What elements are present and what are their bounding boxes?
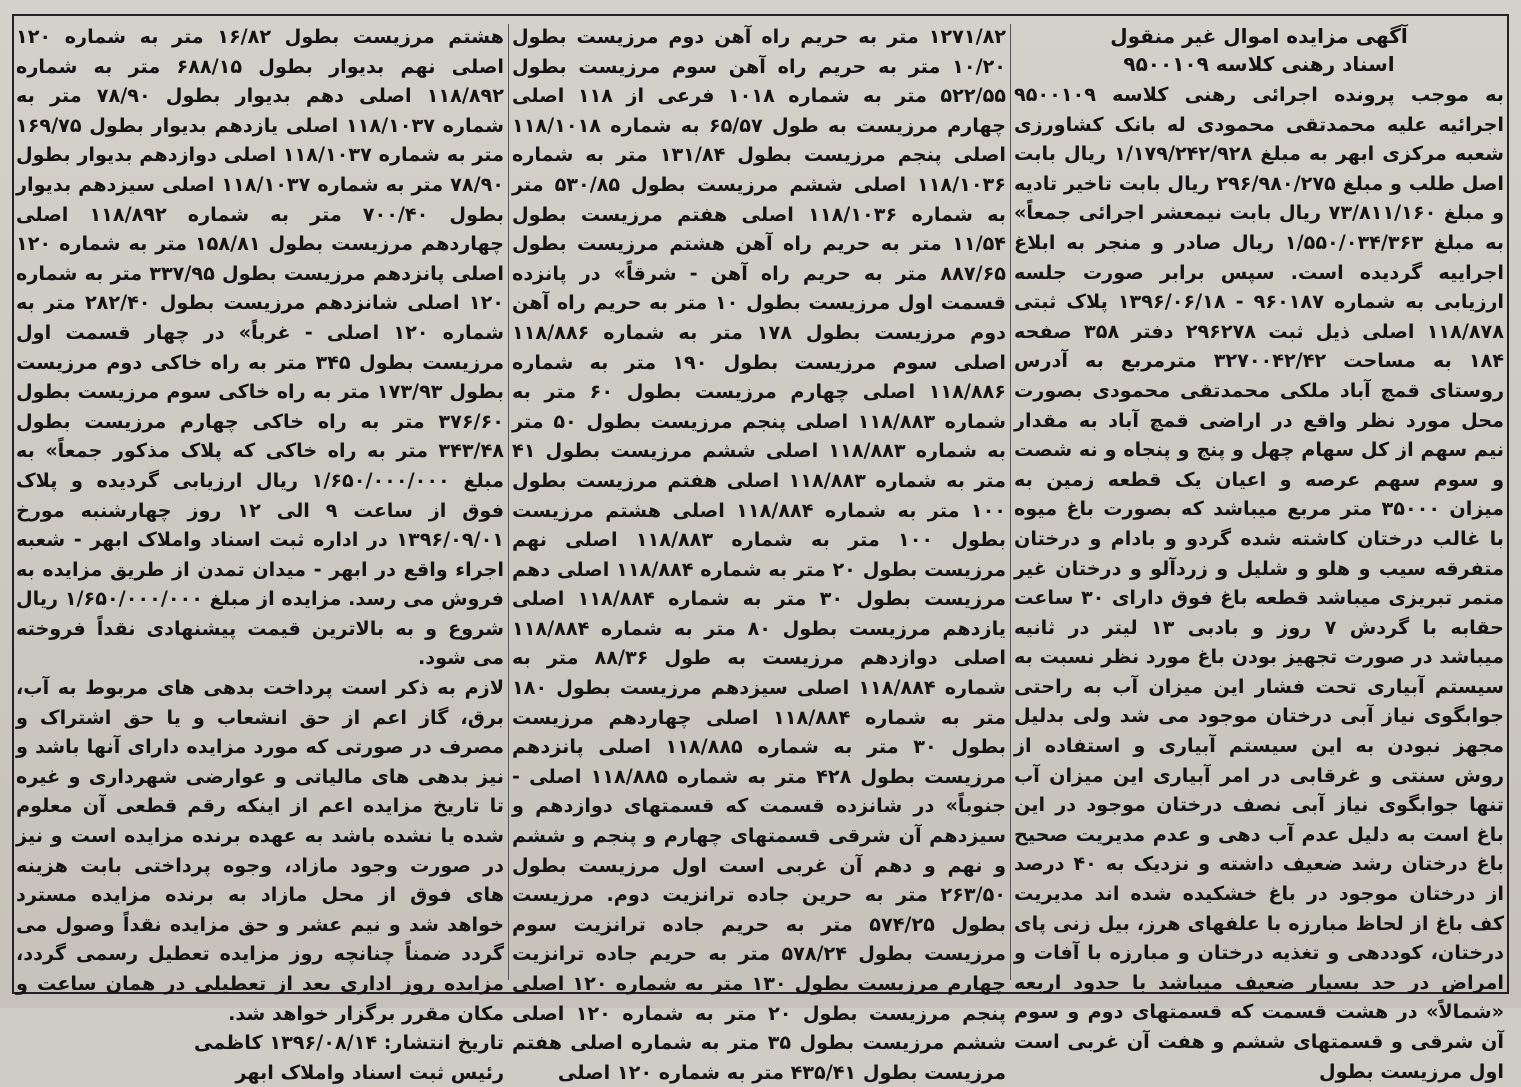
- publish-date: تاریخ انتشار: ۱۳۹۶/۰۸/۱۴ کاظمی: [193, 1031, 504, 1055]
- ad-subtitle: اسناد رهنی کلاسه ۹۵۰۰۱۰۹: [1123, 52, 1395, 76]
- ad-note: لازم به ذکر است پرداخت بدهی های مربوط به آب، برق، گاز اعم از حق انشعاب و یا حق اشتراک و مصرف در صورتی که مورد مزایده دارای آنها باشد و نیز بدهی های مالیاتی و عوارضی شهرداری و غیره تا تاریخ مزایده اعم از اینکه رقم قطعی آن معلوم شده یا نشده باشد به عهده برنده مزایده است و نیز در صورت وجود مازاد، وجوه پرداختی بابت هزینه های فوق از محل مازاد به برنده مزایده مسترد خواهد شد و نیم عشر و حق مزایده نقداً وصول می گردد ضمناً چنانچه روز مزایده تعطیل رسمی گردد، مزایده روز اداری بعد از تعطیلی در همان ساعت و مکان مقرر برگزار خواهد شد.: [16, 676, 504, 1025]
- ad-title: آگهی مزایده اموال غیر منقول: [1110, 24, 1408, 48]
- ad-body-middle: ۱۲۷۱/۸۲ متر به حریم راه آهن دوم مرزیست بطول ۱۰/۲۰ متر به حریم راه آهن سوم مرزیست بطول ۵۲۲/۵۵ متر به شماره ۱۰۱۸ فرعی از ۱۱۸ اصلی چهارم مرزیست به طول ۶۵/۵۷ به شماره ۱۱۸/۱۰۱۸ اصلی پنجم مرزیست بطول ۱۳۱/۸۴ متر به شماره ۱۱۸/۱۰۳۶ اصلی ششم مرزیست بطول ۵۳۰/۸۵ متر به شماره ۱۱۸/۱۰۳۶ اصلی هفتم مرزیست بطول ۱۱/۵۴ متر به حریم راه آهن هشتم مرزیست بطول ۸۸۷/۶۵ متر به حریم راه آهن - شرقاً» در پانزده قسمت اول مرزیست بطول ۱۰ متر به حریم راه آهن دوم مرزیست بطول ۱۷۸ متر به شماره ۱۱۸/۸۸۶ اصلی سوم مرزیست بطول ۱۹۰ متر به شماره ۱۱۸/۸۸۶ اصلی چهارم مرزیست بطول ۶۰ متر به شماره ۱۱۸/۸۸۳ اصلی پنجم مرزیست بطول ۵۰ متر به شماره ۱۱۸/۸۸۳ اصلی ششم مرزیست بطول ۴۱ متر به شماره ۱۱۸/۸۸۳ اصلی هفتم مرزیست بطول ۱۰۰ متر به شماره ۱۱۸/۸۸۴ اصلی هشتم مرزیست بطول ۱۰۰ متر به شماره ۱۱۸/۸۸۳ اصلی نهم مرزیست بطول ۲۰ متر به شماره ۱۱۸/۸۸۴ اصلی دهم مرزیست بطول ۳۰ متر به شماره ۱۱۸/۸۸۴ اصلی یازدهم مرزیست بطول ۸۰ متر به شماره ۱۱۸/۸۸۴ اصلی دوازدهم مرزیست به طول ۸۸/۳۶ متر به شماره ۱۱۸/۸۸۴ اصلی سیزدهم مرزیست بطول ۱۸۰ متر به شماره ۱۱۸/۸۸۴ اصلی چهاردهم مرزیست بطول ۳۰ متر به شماره ۱۱۸/۸۸۵ اصلی پانزدهم مرزیست بطول ۴۲۸ متر به شماره ۱۱۸/۸۸۵ اصلی - جنوباً» در شانزده قسمت که قسمتهای دوازدهم و سیزدهم آن شرقی قسمتهای چهارم و پنجم و ششم و نهم و دهم آن غربی است اول مرزیست بطول ۲۶۳/۵۰ متر به حرین جاده ترانزیت دوم. مرزیست بطول ۵۷۴/۲۵ متر به حریم جاده ترانزیت سوم مرزیست بطول ۵۷۸/۲۴ متر به حریم جاده ترانزیت چهارم مرزیست بطول ۱۳۰ متر به شماره ۱۲۰ اصلی پنجم مرزیست بطول ۲۰ متر به شماره ۱۲۰ اصلی ششم مرزیست بطول ۳۵ متر به شماره اصلی هفتم مرزیست بطول ۴۳۵/۴۱ متر به شماره ۱۲۰ اصلی: [512, 25, 1007, 1084]
- column-left: [16, 22, 505, 1084]
- column-middle: [512, 22, 1007, 1084]
- ad-body-left: هشتم مرزیست بطول ۱۶/۸۲ متر به شماره ۱۲۰ اصلی نهم بدیوار بطول ۶۸۸/۱۵ متر به شماره ۱۱۸/۸۹۲ اصلی دهم بدیوار بطول ۷۸/۹۰ متر به شماره ۱۱۸/۱۰۳۷ اصلی یازدهم بدیوار بطول ۱۶۹/۷۵ متر به شماره ۱۱۸/۱۰۳۷ اصلی دوازدهم بدیوار بطول ۷۸/۹۰ متر به شماره ۱۱۸/۱۰۳۷ اصلی سیزدهم بدیوار بطول ۷۰۰/۴۰ متر به شماره ۱۱۸/۸۹۲ اصلی چهاردهم مرزیست بطول ۱۵۸/۸۱ متر به شماره ۱۲۰ اصلی پانزدهم مرزیست بطول ۳۳۷/۹۵ متر به شماره ۱۲۰ اصلی شانزدهم مرزیست بطول ۲۸۲/۴۰ متر به شماره ۱۲۰ اصلی - غرباً» در چهار قسمت اول مرزیست بطول ۳۴۵ متر به راه خاکی دوم مرزیست بطول ۱۷۳/۹۳ متر به راه خاکی سوم مرزیست بطول ۳۷۶/۶۰ متر به راه خاکی چهارم مرزیست بطول ۳۴۳/۴۸ متر به راه خاکی که پلاک مذکور جمعاً» به مبلغ ۱/۶۵۰/۰۰۰/۰۰۰ ریال ارزیابی گردیده و پلاک فوق از ساعت ۹ الی ۱۲ روز چهارشنبه مورخ ۱۳۹۶/۰۹/۰۱ در اداره ثبت اسناد واملاک ابهر - شعبه اجراء واقع در ابهر - میدان تمدن از طریق مزایده به فروش می رسد. مزایده از مبلغ ۱/۶۵۰/۰۰۰/۰۰۰ ریال شروع و به بالاترین قیمت پیشنهادی نقداً فروخته می شود.: [16, 25, 505, 670]
- column-right: [1014, 22, 1505, 1083]
- ad-body-right: به موجب پرونده اجرائی رهنی کلاسه ۹۵۰۰۱۰۹ اجرائیه علیه محمدتقی محمودی له بانک کشاورزی شعبه مرکزی ابهر به مبلغ ۱/۱۷۹/۲۴۲/۹۲۸ ریال بابت اصل طلب و مبلغ ۲۹۶/۹۸۰/۲۷۵ ریال بابت تاخیر تادیه و مبلغ ۷۳/۸۱۱/۱۶۰ ریال بابت نیمعشر اجرائی جمعاً» به مبلغ ۱/۵۵۰/۰۳۴/۳۶۳ ریال صادر و منجر به ابلاغ اجراییه گردیده است. سپس برابر صورت جلسه ارزیابی به شماره ۹۶۰۱۸۷ - ۱۳۹۶/۰۶/۱۸ پلاک ثبتی ۱۱۸/۸۷۸ اصلی ذیل ثبت ۲۹۶۲۷۸ دفتر ۳۵۸ صفحه ۱۸۴ به مساحت ۳۲۷۰۰۴۲/۴۲ مترمربع به آدرس روستای قمچ آباد ملکی محمدتقی محمودی بصورت محل مورد نظر واقع در اراضی قمچ آباد به مقدار نیم سهم از کل سهام چهل و پنج و پنجاه و نه شصت و سوم سهم عرصه و اعیان یک قطعه زمین به میزان ۳۵۰۰۰ متر مربع میباشد که بصورت باغ میوه با غالب درختان کاشته شده گردو و بادام و درختان متفرقه سیب و هلو و شلیل و زردآلو و درختان غیر متمر تبریزی میباشد قطعه باغ فوق دارای ۳۰ ساعت حقابه با گردش ۷ روز و بادبی ۱۳ لیتر در ثانیه میباشد در صورت تجهیز بودن باغ مورد نظر نسبت به سیستم آبیاری تحت فشار این میزان آب به راحتی جوابگوی نیاز آبی درختان موجود می شد ولی بدلیل مجهز نبودن به این سیستم آبیاری و استفاده از روش سنتی و غرقابی در امر آبیاری این میزان آب تنها جوابگوی نیاز آبی نصف درختان موجود در این باغ است به دلیل عدم آب دهی و عدم مدیریت صحیح باغ درختان رشد ضعیف داشته و نزدیک به ۴۰ درصد از درختان موجود در باغ خشکیده شده اند مدیریت کف باغ از لحاظ مبارزه با علفهای هرز، بیل زنی پای درختان، کوددهی و تغذیه درختان و مبارزه با آفات و امراض در حد بسیار ضعیف میباشد با حدود اربعه «شمالاً» در هشت قسمت که قسمتهای دوم و سوم آن شرقی و قسمتهای ششم و هفت آن غربی است اول مرزیست بطول: [1014, 83, 1505, 1083]
- ad-heading: [1014, 22, 1504, 78]
- column-divider: [508, 24, 509, 980]
- column-divider: [1010, 24, 1011, 980]
- signature: رئیس ثبت اسناد واملاک ابهر: [235, 1060, 504, 1084]
